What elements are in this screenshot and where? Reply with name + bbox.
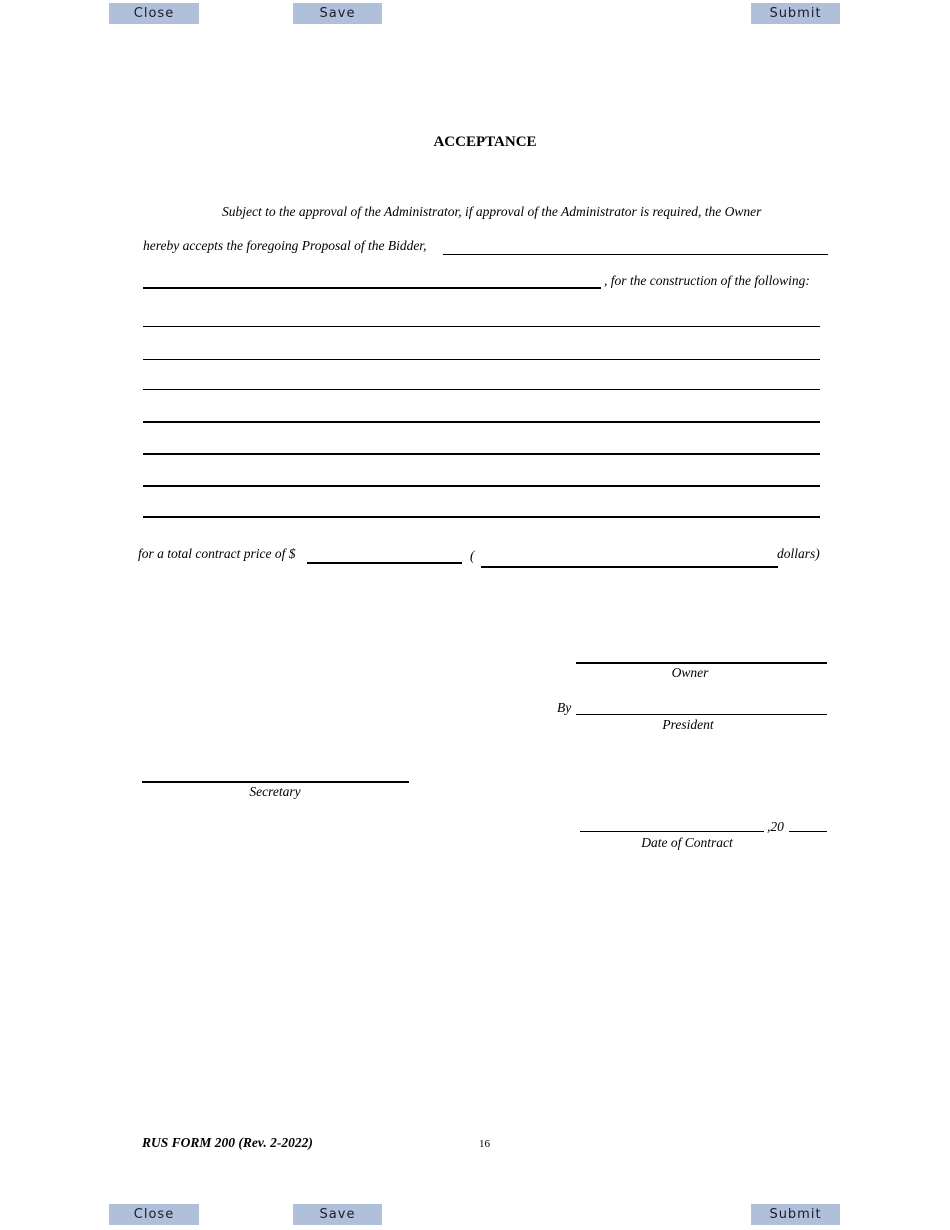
close-button-bottom[interactable]: Close [109, 1204, 199, 1225]
construction-field-6[interactable] [144, 468, 819, 484]
contract-price-words-underline [481, 566, 778, 568]
contract-date-field[interactable] [581, 814, 763, 830]
construction-field-3[interactable] [144, 372, 819, 388]
save-button-bottom[interactable]: Save [293, 1204, 382, 1225]
construction-line-3 [143, 389, 820, 390]
president-label: President [662, 717, 714, 732]
year-prefix: ,20 [767, 819, 784, 834]
close-button[interactable]: Close [109, 3, 199, 24]
by-label: By [557, 700, 572, 715]
construction-field-4[interactable] [144, 404, 819, 420]
paren-open: ( [470, 548, 475, 563]
construction-field-5[interactable] [144, 436, 819, 452]
contract-year-underline [789, 831, 827, 832]
para-line-3: , for the construction of the following: [604, 273, 810, 288]
president-underline [576, 714, 827, 715]
construction-line-1 [143, 326, 820, 327]
bidder-name-field[interactable] [444, 238, 827, 254]
construction-line-7 [143, 516, 820, 518]
construction-field-1[interactable] [144, 309, 819, 325]
bidder-name-continued-field[interactable] [144, 271, 600, 287]
submit-button[interactable]: Submit [751, 3, 840, 24]
bidder-name-underline [443, 254, 828, 255]
secretary-underline [142, 781, 409, 783]
contract-price-field[interactable] [308, 545, 461, 561]
secretary-field[interactable] [143, 764, 408, 780]
submit-button-bottom[interactable]: Submit [751, 1204, 840, 1225]
form-id: RUS FORM 200 (Rev. 2-2022) [142, 1135, 313, 1150]
president-field[interactable] [577, 697, 826, 713]
date-of-contract-label: Date of Contract [641, 835, 733, 850]
owner-field[interactable] [577, 645, 826, 661]
para-line-2: hereby accepts the foregoing Proposal of the Bidder, [143, 238, 427, 253]
contract-date-underline [580, 831, 764, 832]
construction-field-7[interactable] [144, 499, 819, 515]
dollars-suffix: dollars) [777, 546, 820, 561]
owner-label: Owner [671, 665, 709, 680]
bidder-continued-underline [143, 287, 601, 289]
price-prefix-label: for a total contract price of $ [138, 546, 296, 561]
save-button[interactable]: Save [293, 3, 382, 24]
para-line-1: Subject to the approval of the Administrator, if approval of the Administrator is required, the Owner [222, 204, 762, 219]
construction-field-2[interactable] [144, 342, 819, 358]
contract-price-words-field[interactable] [482, 549, 777, 565]
page-title: ACCEPTANCE [433, 134, 537, 150]
page-number: 16 [479, 1138, 490, 1150]
secretary-label: Secretary [249, 784, 301, 799]
construction-line-2 [143, 359, 820, 360]
construction-line-4 [143, 421, 820, 423]
contract-year-field[interactable] [790, 814, 826, 830]
contract-price-underline [307, 562, 462, 564]
construction-line-6 [143, 485, 820, 487]
owner-underline [576, 662, 827, 664]
construction-line-5 [143, 453, 820, 455]
